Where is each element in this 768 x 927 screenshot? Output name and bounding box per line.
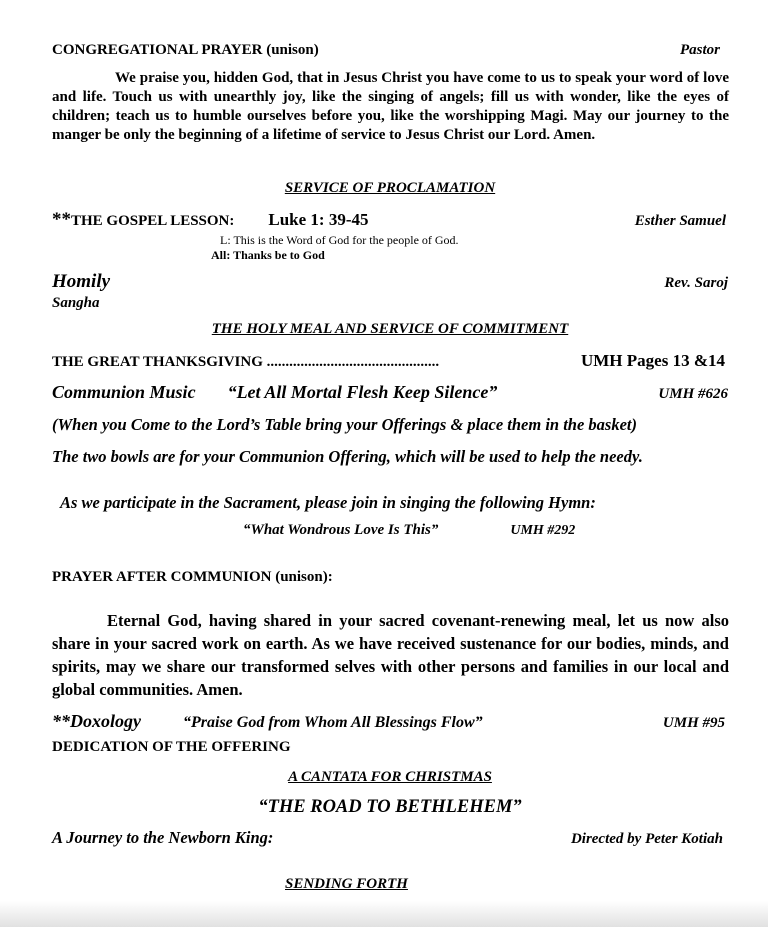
dedication: DEDICATION OF THE OFFERING (52, 739, 291, 755)
hymn-row (243, 522, 728, 539)
hymn-title: “What Wondrous Love Is This” (243, 522, 439, 538)
sending-heading: SENDING FORTH (285, 876, 408, 892)
gospel-ref: Luke 1: 39-45 (268, 210, 369, 229)
gospel-label: THE GOSPEL LESSON: (71, 213, 235, 229)
doxology-label: **Doxology (52, 711, 141, 731)
communion-note-1: (When you Come to the Lord’s Table bring your Offerings & place them in the basket) (52, 415, 638, 434)
gospel-reader: Esther Samuel (634, 213, 726, 229)
communion-row (52, 382, 728, 403)
after-communion-text: Eternal God, having shared in your sacred covenant-renewing meal, let us now also share in your sacred work on earth. As we have received sustenance for our bodies, minds, and spirits, may we share our transformed selves with other persons and families in our local and global communities. Amen. (52, 611, 729, 699)
after-communion-heading: PRAYER AFTER COMMUNION (unison): (52, 569, 333, 585)
communion-ref: UMH #626 (658, 386, 728, 402)
cantata-row (52, 828, 728, 848)
response-leader: L: This is the Word of God for the people of God. (220, 233, 459, 247)
thanksgiving-ref: UMH Pages 13 &14 (580, 351, 725, 370)
gospel-prefix: ** (52, 209, 71, 230)
prayer-leader: Pastor (679, 42, 720, 58)
hymn-intro: As we participate in the Sacrament, please join in singing the following Hymn: (60, 493, 596, 512)
homily-sub: Sangha (52, 295, 100, 311)
cantata-heading: A CANTATA FOR CHRISTMAS (288, 769, 492, 785)
homily-by: Rev. Saroj (664, 275, 728, 291)
homily-label: Homily (52, 271, 111, 292)
response-all: All: Thanks be to God (211, 248, 325, 262)
hymn-ref: UMH #292 (510, 523, 576, 538)
communion-song: “Let All Mortal Flesh Keep Silence” (227, 382, 498, 402)
doxology-row (52, 711, 728, 732)
communion-label: Communion Music (52, 382, 196, 402)
cantata-title: “THE ROAD TO BETHLEHEM” (258, 797, 522, 817)
doxology-ref: UMH #95 (662, 715, 725, 731)
prayer-text: We praise you, hidden God, that in Jesus Christ you have come to us to speak your word of love and life. Touch us with unearthly joy, like the singing of angels; fill us with wonder, like the eyes of children; teach us to humble ourselves before you, like the worshipping Magi. May our journey to the manger be only the beginning of a lifetime of service to Jesus Christ our Lord. Amen. (52, 70, 729, 143)
cantata-directed: Directed by Peter Kotiah (570, 831, 723, 847)
proclamation-heading: SERVICE OF PROCLAMATION (284, 180, 496, 196)
doxology-song: “Praise God from Whom All Blessings Flow” (183, 714, 483, 731)
thanksgiving-label: THE GREAT THANKSGIVING .............................................. (52, 354, 440, 370)
prayer-heading: CONGREGATIONAL PRAYER (unison) (52, 42, 319, 58)
meal-heading: THE HOLY MEAL AND SERVICE OF COMMITMENT (211, 321, 569, 337)
prayer-heading-row (52, 42, 728, 59)
gospel-row (52, 209, 728, 231)
communion-note-2: The two bowls are for your Communion Offering, which will be used to help the needy. (52, 447, 643, 466)
thanksgiving-row (52, 351, 728, 371)
homily-row (52, 271, 728, 293)
page-bottom-shadow (0, 901, 768, 927)
cantata-subtitle: A Journey to the Newborn King: (52, 828, 274, 847)
